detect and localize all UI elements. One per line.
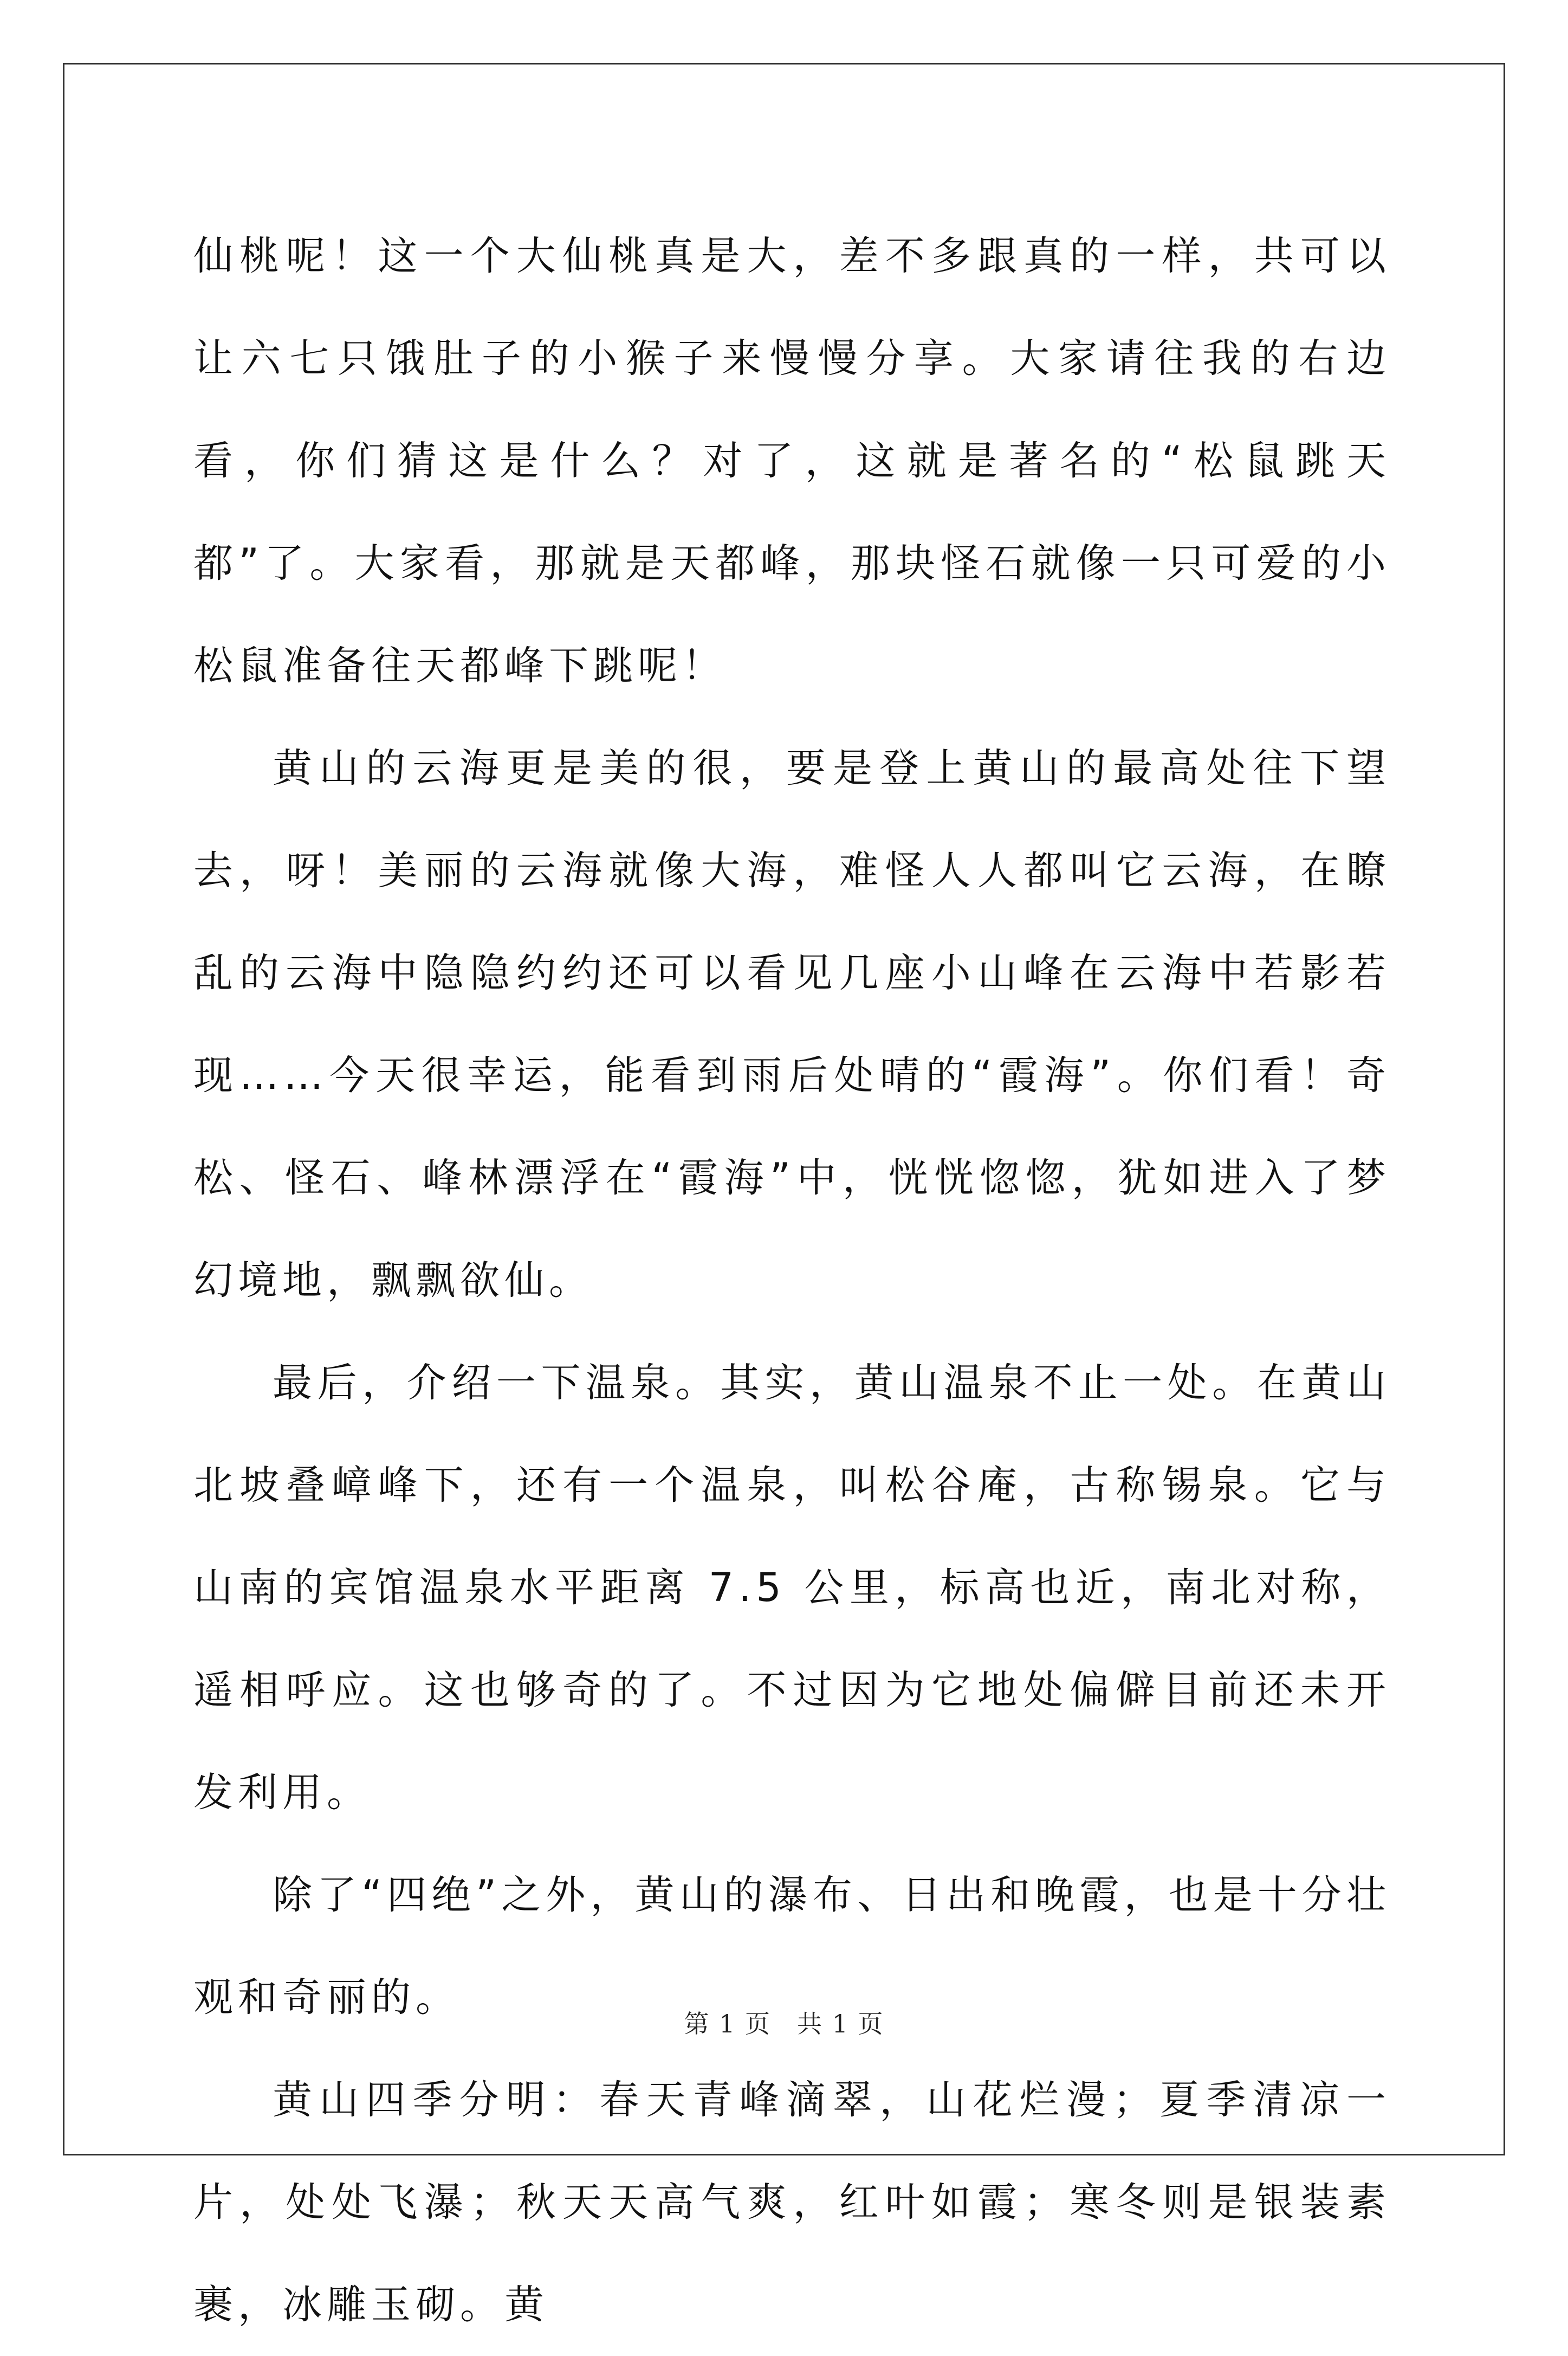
paragraph-4: 除了“四绝”之外，黄山的瀑布、日出和晚霞，也是十分壮观和奇丽的。: [193, 1872, 1391, 2021]
paragraph-2: 黄山的云海更是美的很，要是登上黄山的最高处往下望去，呀！美丽的云海就像大海，难怪人人都叫它云海，在瞭乱的云海中隐隐约约还可以看见几座小山峰在云海中若影若现……今天很幸运，能看到雨后处晴的“霞海”。你们看！奇松、怪石、峰林漂浮在“霞海”中，恍恍惚惚，犹如进入了梦幻境地，飘飘欲仙。: [193, 745, 1391, 1303]
paragraph-5: 黄山四季分明：春天青峰滴翠，山花烂漫；夏季清凉一片，处处飞瀑；秋天天高气爽，红叶如霞；寒冬则是银装素裹，冰雕玉砌。黄: [193, 2077, 1391, 2328]
paragraph-1: 仙桃呢！这一个大仙桃真是大，差不多跟真的一样，共可以让六七只饿肚子的小猴子来慢慢分享。大家请往我的右边看，你们猜这是什么？对了，这就是著名的“松鼠跳天都”了。大家看，那就是天都峰，那块怪石就像一只可爱的小松鼠准备往天都峰下跳呢！: [193, 233, 1391, 689]
paragraph-3: 最后，介绍一下温泉。其实，黄山温泉不止一处。在黄山北坡叠嶂峰下，还有一个温泉，叫松谷庵，古称锡泉。它与山南的宾馆温泉水平距离 7.5 公里，标高也近，南北对称，遥相呼应。这也够奇的了。不过因为它地处偏僻目前还未开发利用。: [193, 1360, 1391, 1816]
page-number-footer: 第 1 页 共 1 页: [684, 2009, 884, 2038]
